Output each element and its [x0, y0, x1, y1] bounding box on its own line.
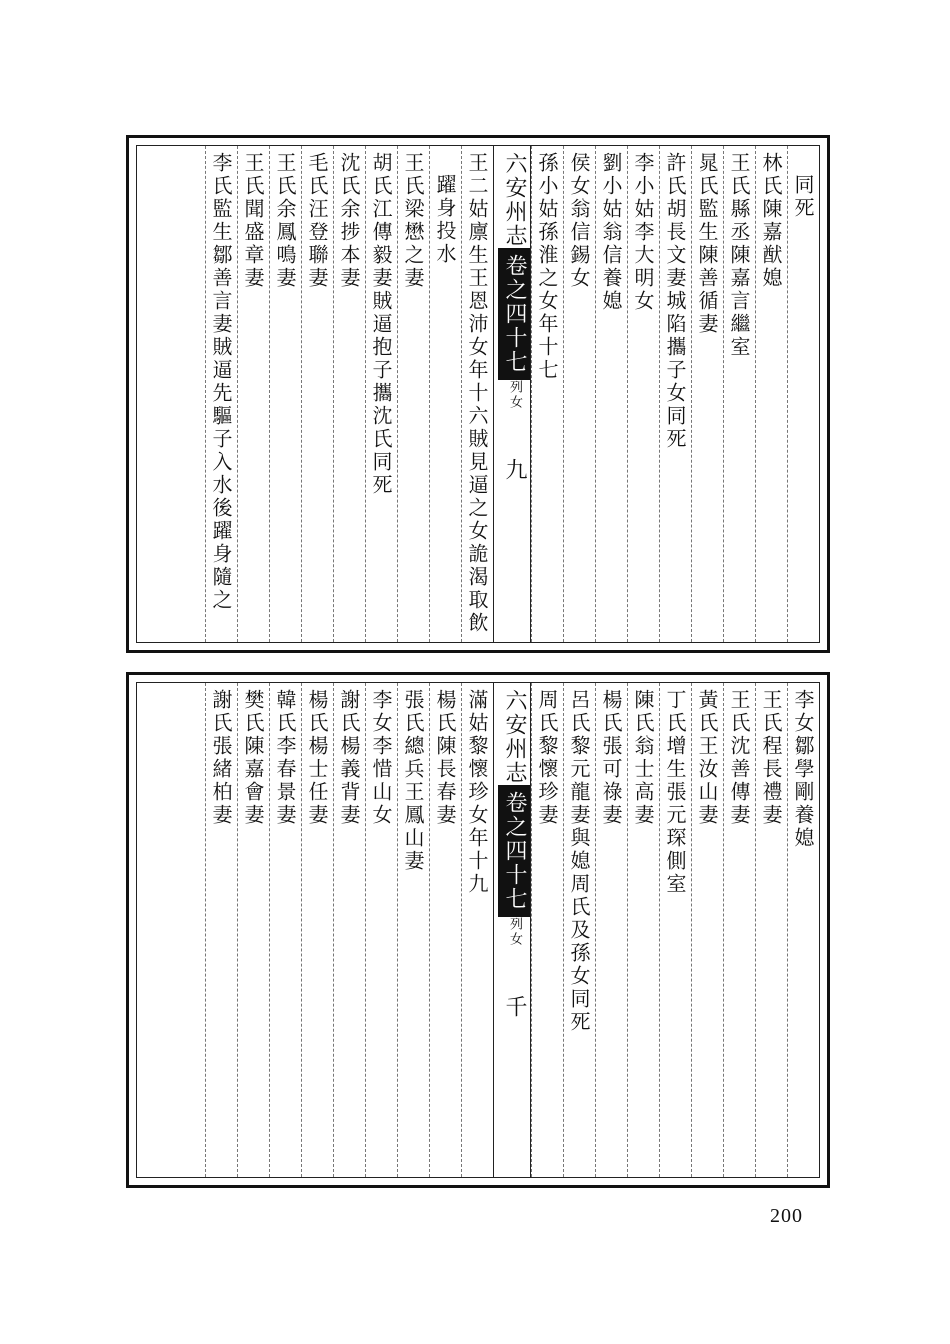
column-text: 陳氏翁士高妻: [631, 689, 655, 827]
spacer: [502, 410, 527, 458]
bottom-text-column: [397, 683, 429, 1177]
bottom-text-column: [301, 683, 333, 1177]
top-text-column: [755, 146, 787, 642]
column-text: 李女李惜山女: [369, 689, 393, 827]
bottom-page: [126, 672, 830, 1188]
bottom-text-column: [333, 683, 365, 1177]
column-text: 王氏沈善傳妻: [727, 689, 751, 827]
bottom-page-columns: [137, 683, 819, 1177]
top-text-column: [659, 146, 691, 642]
bottom-text-column: [595, 683, 627, 1177]
column-text: 樊氏陳嘉會妻: [241, 689, 265, 827]
bottom-text-column: [429, 683, 461, 1177]
bottom-text-column: [787, 683, 819, 1177]
column-text: 楊氏陳長春妻: [433, 689, 457, 827]
section-label: 列女: [507, 380, 522, 410]
top-text-column: [301, 146, 333, 642]
column-text: 沈氏余捗本妻: [337, 152, 361, 290]
column-text: 劉小姑翁信養媳: [599, 152, 623, 313]
column-text: 王氏梁懋之妻: [401, 152, 425, 290]
column-text: 胡氏江傳毅妻賊逼抱子攜沈氏同死: [369, 152, 393, 497]
top-text-column: [627, 146, 659, 642]
leaf-number: 九: [502, 458, 527, 482]
top-text-column: [563, 146, 595, 642]
column-text: 王氏縣丞陳嘉言繼室: [727, 152, 751, 359]
top-text-column: [365, 146, 397, 642]
column-text: 謝氏楊義背妻: [337, 689, 361, 827]
top-text-column: [531, 146, 563, 642]
volume-label: 卷之四十七: [498, 248, 530, 380]
book-title: 六安州志: [502, 689, 527, 785]
section-label: 列女: [507, 917, 522, 947]
top-text-column: [461, 146, 493, 642]
column-text: 王氏聞盛章妻: [241, 152, 265, 290]
column-text: 王氏余鳳鳴妻: [273, 152, 297, 290]
top-text-column: [595, 146, 627, 642]
top-text-column: [397, 146, 429, 642]
column-text: 周氏黎懷珍妻: [535, 689, 559, 827]
top-page-columns: [137, 146, 819, 642]
bottom-text-column: [205, 683, 237, 1177]
column-text: 躍身投水: [433, 174, 457, 266]
column-text: 林氏陳嘉猷媳: [759, 152, 783, 290]
bottom-text-column: [627, 683, 659, 1177]
column-text: 李小姑李大明女: [631, 152, 655, 313]
top-text-column: [723, 146, 755, 642]
bottom-text-column: [691, 683, 723, 1177]
column-text: 王氏程長禮妻: [759, 689, 783, 827]
column-text: 謝氏張緒柏妻: [209, 689, 233, 827]
top-text-column: [691, 146, 723, 642]
top-text-column: [205, 146, 237, 642]
bottom-page-frame: [136, 682, 820, 1178]
column-text: 楊氏楊士任妻: [305, 689, 329, 827]
top-running-header: [493, 146, 531, 642]
column-text: 晁氏監生陳善循妻: [695, 152, 719, 336]
header-text: [498, 689, 530, 1019]
column-text: 許氏胡長文妻城陷攜子女同死: [663, 152, 687, 451]
bottom-text-column: [237, 683, 269, 1177]
top-text-column: [269, 146, 301, 642]
top-text-column: [237, 146, 269, 642]
top-text-column: [333, 146, 365, 642]
top-page-frame: [136, 145, 820, 643]
bottom-text-column: [563, 683, 595, 1177]
column-text: 毛氏汪登聯妻: [305, 152, 329, 290]
top-text-column: [429, 146, 461, 642]
column-text: 丁氏增生張元琛側室: [663, 689, 687, 896]
column-text: 韓氏李春景妻: [273, 689, 297, 827]
bottom-running-header: [493, 683, 531, 1177]
column-text: 張氏總兵王鳳山妻: [401, 689, 425, 873]
bottom-text-column: [659, 683, 691, 1177]
column-text: 孫小姑孫淮之女年十七: [535, 152, 559, 382]
volume-label: 卷之四十七: [498, 785, 530, 917]
header-text: [498, 152, 530, 482]
bottom-text-column: [365, 683, 397, 1177]
page-number: 200: [770, 1205, 803, 1227]
column-text: 侯女翁信錫女: [567, 152, 591, 290]
top-text-column: [787, 146, 819, 642]
column-text: 李女鄒學剛養媳: [791, 689, 815, 850]
leaf-number: 千: [502, 995, 527, 1019]
column-text: 滿姑黎懷珍女年十九: [465, 689, 489, 896]
bottom-text-column: [269, 683, 301, 1177]
bottom-text-column: [755, 683, 787, 1177]
bottom-text-column: [461, 683, 493, 1177]
bottom-text-column: [531, 683, 563, 1177]
top-page: [126, 135, 830, 653]
bottom-text-column: [723, 683, 755, 1177]
book-title: 六安州志: [502, 152, 527, 248]
column-text: 黃氏王汝山妻: [695, 689, 719, 827]
column-text: 楊氏張可祿妻: [599, 689, 623, 827]
spacer: [502, 947, 527, 995]
column-text: 李氏監生鄒善言妻賊逼先驅子入水後躍身隨之: [209, 152, 233, 612]
column-text: 呂氏黎元龍妻與媳周氏及孫女同死: [567, 689, 591, 1034]
column-text: 同死: [791, 174, 815, 220]
column-text: 王二姑廪生王恩沛女年十六賊見逼之女詭渴取飲: [465, 152, 489, 635]
